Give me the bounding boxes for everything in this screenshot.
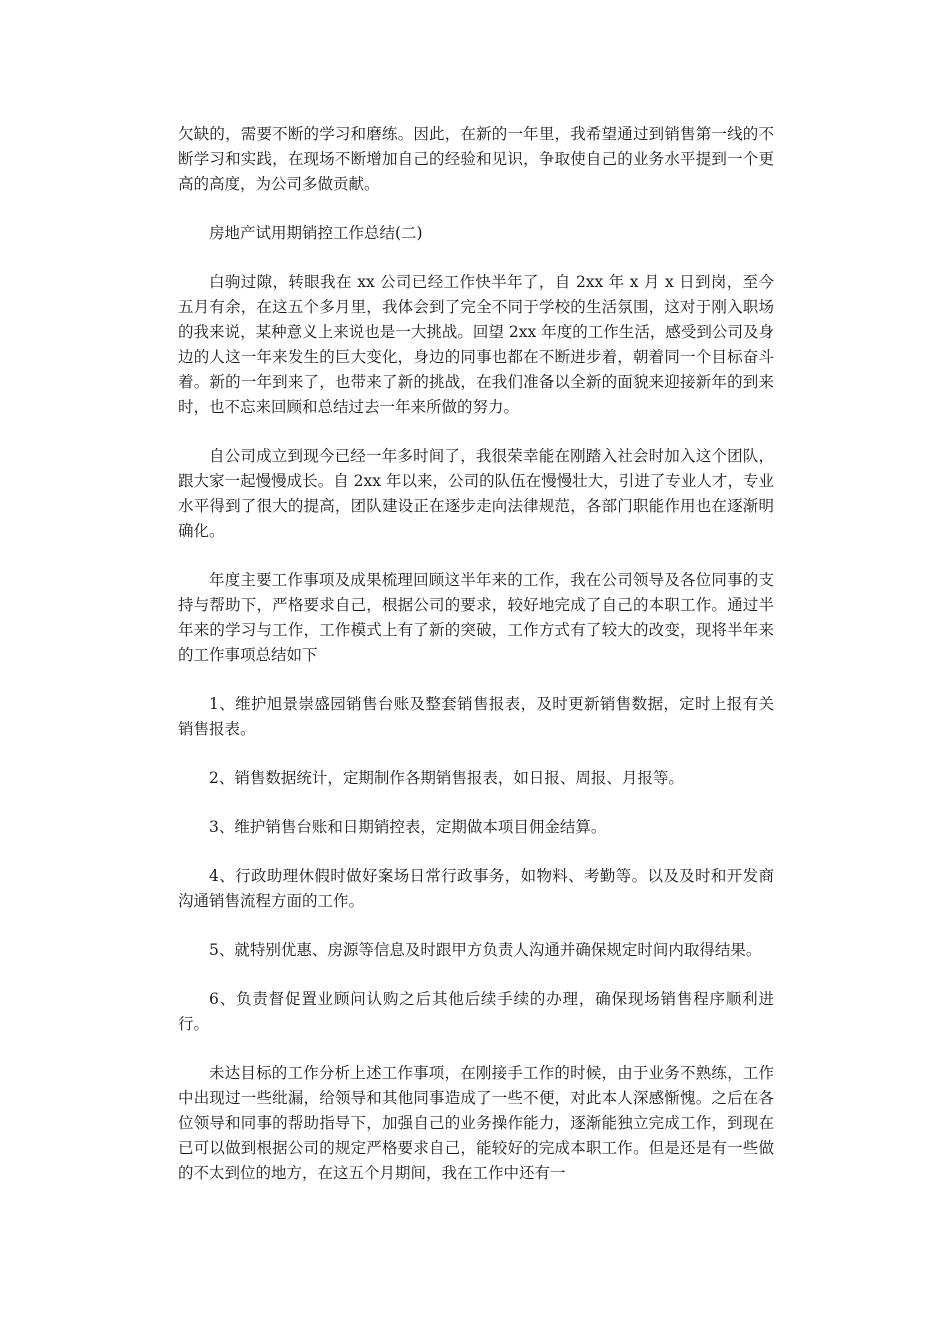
- paragraph-intro: 白驹过隙，转眼我在 xx 公司已经工作快半年了，自 2xx 年 x 月 x 日到岗，至今五月有余，在这五个多月里，我体会到了完全不同于学校的生活氛围，这对于刚入职场的我来说，某种意义上来说也是一大挑战。回望 2xx 年度的工作生活，感受到公司及身边的人这一年来发生的巨大变化，身边的同事也都在不断进步着，朝着同一个目标奋斗着。新的一年到来了，也带来了新的挑战，在我们准备以全新的面貌来迎接新年的到来时，也不忘来回顾和总结过去一年来所做的努力。: [178, 273, 774, 416]
- list-item-1: 1、维护旭景崇盛园销售台账及整套销售报表，及时更新销售数据，定时上报有关销售报表。: [178, 695, 774, 738]
- paragraph-continuation: 欠缺的，需要不断的学习和磨练。因此，在新的一年里，我希望通过到销售第一线的不断学习和实践，在现场不断增加自己的经验和见识，争取使自己的业务水平提到一个更高的高度，为公司多做贡献。: [178, 125, 774, 193]
- paragraph-company: 自公司成立到现今已经一年多时间了，我很荣幸能在刚踏入社会时加入这个团队，跟大家一起慢慢成长。自 2xx 年以来，公司的队伍在慢慢壮大，引进了专业人才，专业水平得到了很大的提高，团队建设正在逐步走向法律规范，各部门职能作用也在逐渐明确化。: [178, 447, 774, 540]
- list-item-4: 4、行政助理休假时做好案场日常行政事务，如物料、考勤等。以及及时和开发商沟通销售流程方面的工作。: [178, 867, 774, 910]
- paragraph-work-review: 年度主要工作事项及成果梳理回顾这半年来的工作，我在公司领导及各位同事的支持与帮助下，严格要求自己，根据公司的要求，较好地完成了自己的本职工作。通过半年来的学习与工作，工作模式上有了新的突破，工作方式有了较大的改变，现将半年来的工作事项总结如下: [178, 571, 774, 664]
- document-body: [178, 122, 774, 1210]
- list-item-6: 6、负责督促置业顾问认购之后其他后续手续的办理，确保现场销售程序顺利进行。: [178, 990, 774, 1033]
- list-item-2: 2、销售数据统计，定期制作各期销售报表，如日报、周报、月报等。: [209, 769, 684, 787]
- list-item-5: 5、就特别优惠、房源等信息及时跟甲方负责人沟通并确保规定时间内取得结果。: [209, 941, 762, 959]
- list-item-3: 3、维护销售台账和日期销控表，定期做本项目佣金结算。: [209, 818, 607, 836]
- section-heading: 房地产试用期销控工作总结(二): [209, 224, 423, 242]
- paragraph-analysis: 未达目标的工作分析上述工作事项，在刚接手工作的时候，由于业务不熟练，工作中出现过一些纰漏，给领导和其他同事造成了一些不便，对此本人深感惭愧。之后在各位领导和同事的帮助指导下，加强自己的业务操作能力，逐渐能独立完成工作，到现在已可以做到根据公司的规定严格要求自己，能较好的完成本职工作。但是还是有一些做的不太到位的地方，在这五个月期间，我在工作中还有一: [178, 1064, 774, 1182]
